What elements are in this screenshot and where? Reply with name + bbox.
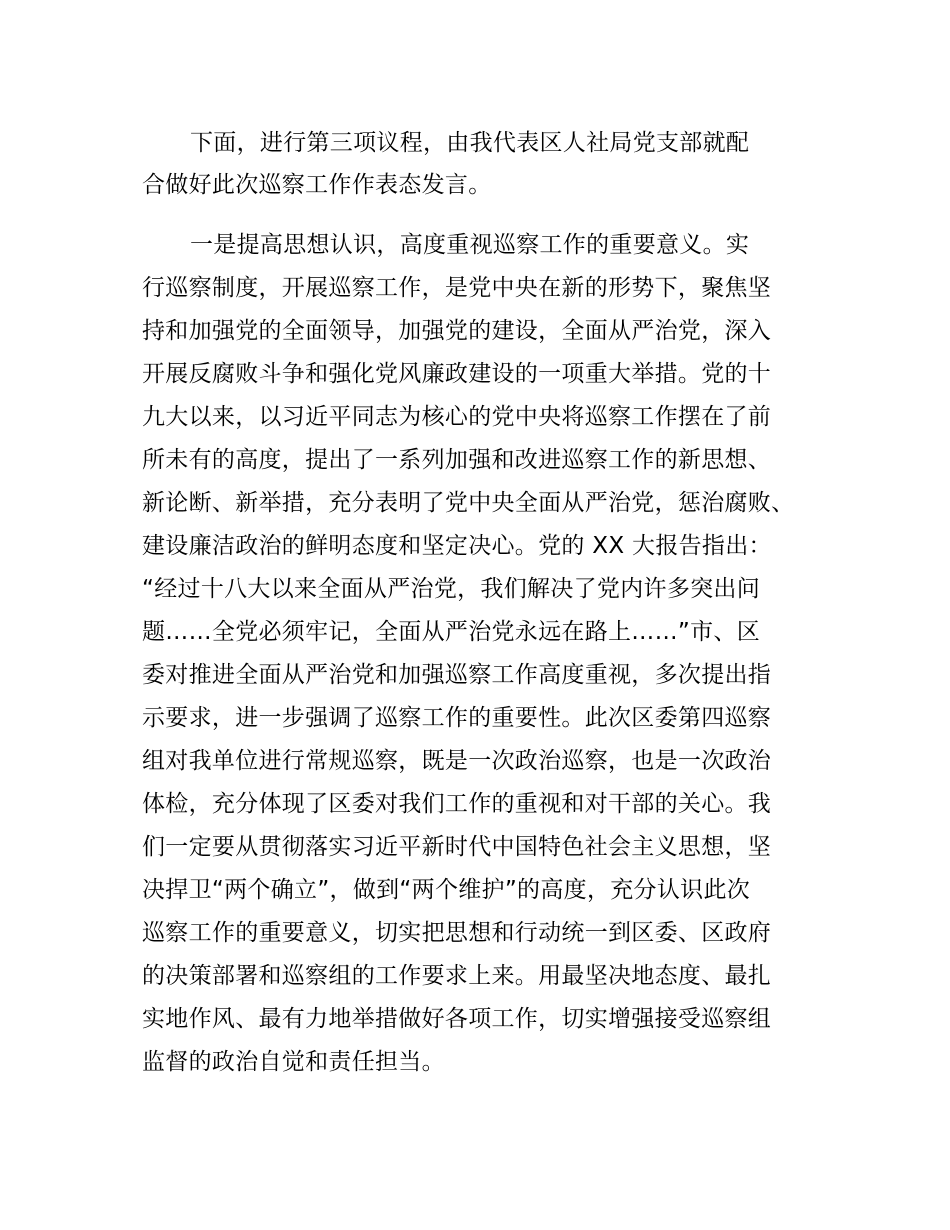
text-line: 合做好此次巡察工作作表态发言。 <box>142 172 492 198</box>
text-line: 体检，充分体现了区委对我们工作的重视和对干部的关心。我 <box>142 791 772 817</box>
text-line: 们一定要从贯彻落实习近平新时代中国特色社会主义思想，坚 <box>142 834 772 860</box>
text-line: 开展反腐败斗争和强化党风廉政建设的一项重大举措。党的十 <box>142 361 772 387</box>
text-line: 实地作风、最有力地举措做好各项工作，切实增强接受巡察组 <box>142 1006 772 1032</box>
text-line: 的决策部署和巡察组的工作要求上来。用最坚决地态度、最扎 <box>142 963 772 989</box>
text-line: “经过十八大以来全面从严治党，我们解决了党内许多突出问 <box>142 576 761 602</box>
text-line: 题……全党必须牢记，全面从严治党永远在路上……”市、区 <box>142 619 761 645</box>
text-line: 新论断、新举措，充分表明了党中央全面从严治党，惩治腐败、 <box>142 490 795 516</box>
text-line: 九大以来，以习近平同志为核心的党中央将巡察工作摆在了前 <box>142 404 772 430</box>
text-line: 所未有的高度，提出了一系列加强和改进巡察工作的新思想、 <box>142 447 772 473</box>
text-line: 决捍卫“两个确立”，做到“两个维护”的高度，充分认识此次 <box>142 877 751 903</box>
text-line: 持和加强党的全面领导，加强党的建设，全面从严治党，深入 <box>142 318 772 344</box>
text-line: 示要求，进一步强调了巡察工作的重要性。此次区委第四巡察 <box>142 705 772 731</box>
text-line: 行巡察制度，开展巡察工作，是党中央在新的形势下，聚焦坚 <box>142 275 772 301</box>
text-line: 监督的政治自觉和责任担当。 <box>142 1049 445 1075</box>
text-line: 建设廉洁政治的鲜明态度和坚定决心。党的 XX 大报告指出： <box>142 533 772 559</box>
text-line: 组对我单位进行常规巡察，既是一次政治巡察，也是一次政治 <box>142 748 772 774</box>
text-line: 一是提高思想认识，高度重视巡察工作的重要意义。实 <box>190 232 750 258</box>
text-line: 下面，进行第三项议程，由我代表区人社局党支部就配 <box>190 130 750 156</box>
text-line: 委对推进全面从严治党和加强巡察工作高度重视，多次提出指 <box>142 662 772 688</box>
text-line: 巡察工作的重要意义，切实把思想和行动统一到区委、区政府 <box>142 920 772 946</box>
